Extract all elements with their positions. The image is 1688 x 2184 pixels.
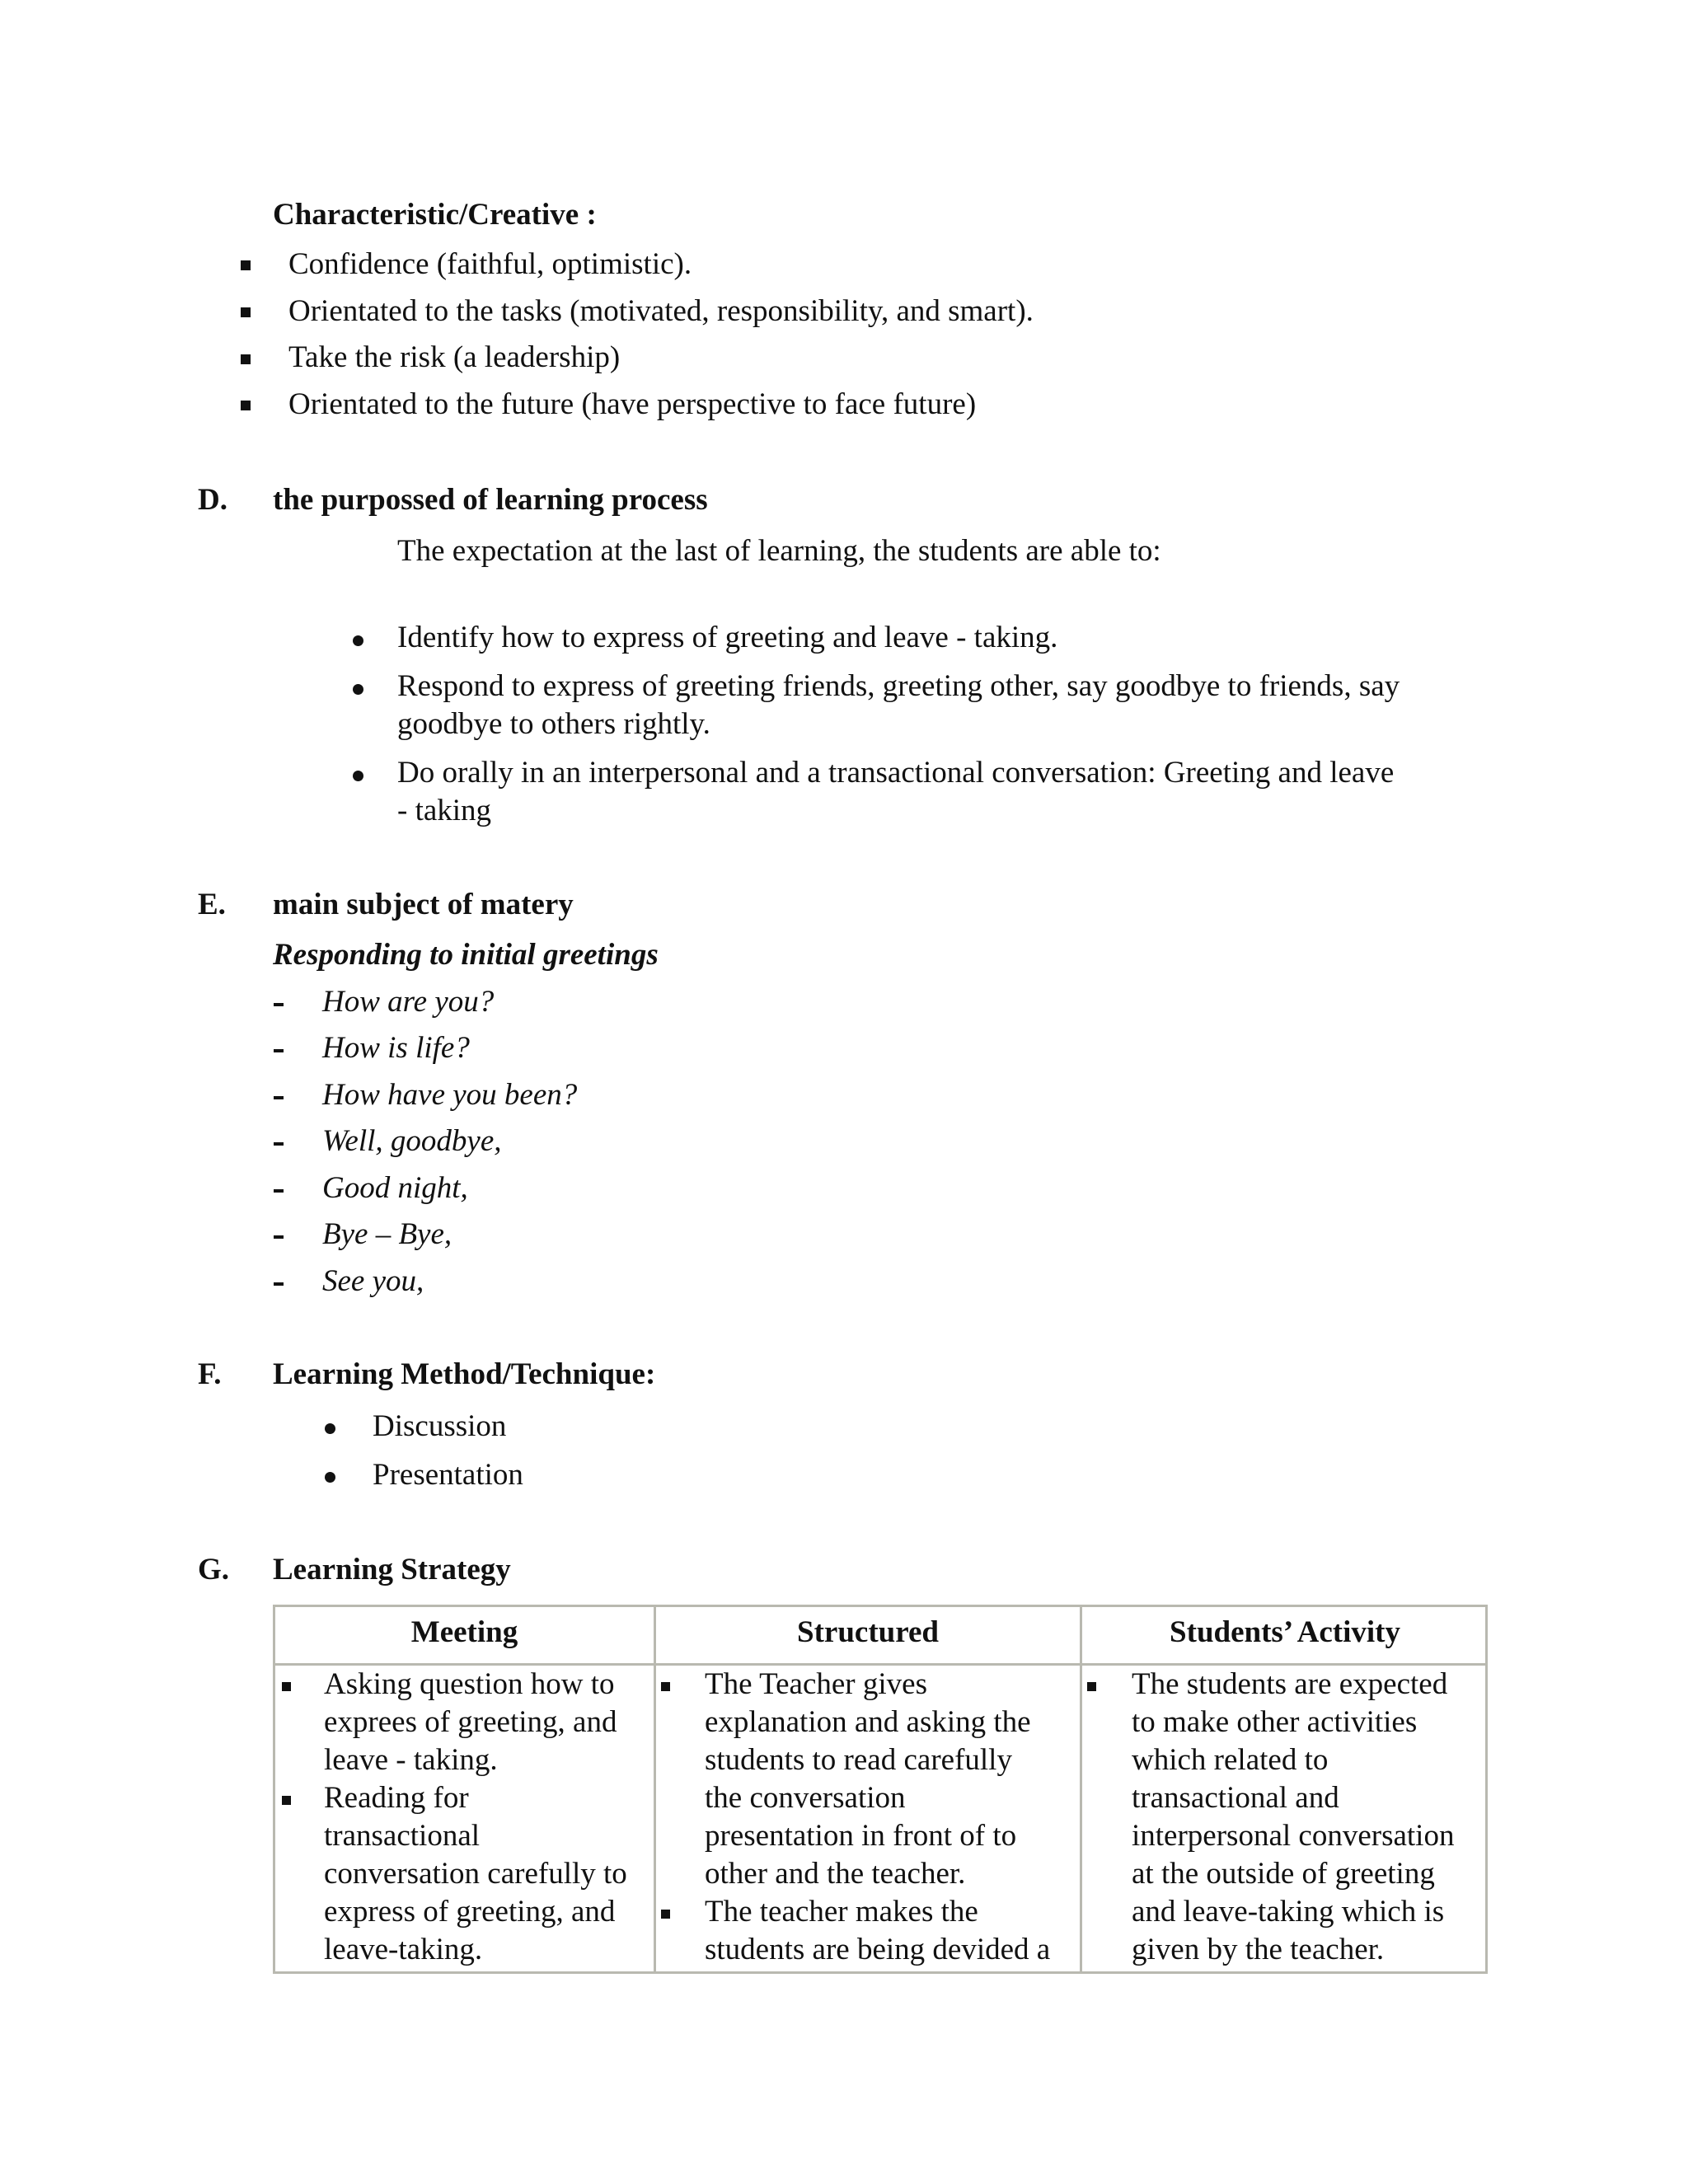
structured-cell-line: The Teacher gives (705, 1667, 927, 1701)
section-g-letter: G. (198, 1553, 230, 1586)
structured-cell-line: the conversation (705, 1781, 906, 1815)
round-bullet-icon (353, 635, 363, 646)
meeting-cell-line: exprees of greeting, and (324, 1705, 617, 1739)
greeting-item: How are you? (322, 985, 495, 1019)
round-bullet-icon (325, 1423, 335, 1434)
square-bullet-icon (661, 1910, 670, 1919)
square-bullet-icon (241, 307, 251, 317)
greeting-item: See you, (322, 1264, 424, 1298)
section-d-item-continuation: - taking (397, 794, 492, 827)
square-bullet-icon (1087, 1682, 1096, 1691)
characteristic-item: Take the risk (a leadership) (288, 340, 621, 374)
section-d-item: Do orally in an interpersonal and a transactional conversation: Greeting and leave (397, 756, 1395, 790)
section-d-item-continuation: goodbye to others rightly. (397, 707, 710, 741)
meeting-cell-line: leave - taking. (324, 1743, 498, 1777)
round-bullet-icon (353, 684, 363, 695)
section-e-subtitle: Responding to initial greetings (273, 938, 659, 972)
section-d-item: Respond to express of greeting friends, greeting other, say goodbye to friends, say (397, 669, 1400, 703)
round-bullet-icon (353, 771, 363, 781)
activity-cell-line: which related to (1132, 1743, 1329, 1777)
section-f-letter: F. (198, 1357, 222, 1391)
activity-cell-line: The students are expected (1132, 1667, 1448, 1701)
meeting-cell-line: Reading for (324, 1781, 469, 1815)
greeting-item: Well, goodbye, (322, 1124, 502, 1158)
square-bullet-icon (282, 1796, 291, 1805)
activity-cell-line: interpersonal conversation (1132, 1819, 1455, 1853)
round-bullet-icon (325, 1472, 335, 1483)
table-header-students-activity: Students’ Activity (1170, 1615, 1400, 1649)
square-bullet-icon (241, 260, 251, 270)
characteristic-item: Orientated to the tasks (motivated, responsibility, and smart). (288, 294, 1034, 328)
structured-cell-line: explanation and asking the (705, 1705, 1031, 1739)
table-column-divider (1080, 1607, 1082, 1971)
section-d-title: the purpossed of learning process (273, 483, 708, 517)
meeting-cell-line: transactional (324, 1819, 481, 1853)
meeting-cell-line: express of greeting, and (324, 1895, 616, 1929)
table-column-divider (654, 1607, 656, 1971)
greeting-item: Good night, (322, 1171, 468, 1205)
greeting-item: Bye – Bye, (322, 1217, 452, 1251)
greeting-item: How have you been? (322, 1078, 578, 1112)
dash-bullet-icon (274, 1003, 284, 1006)
activity-cell-line: and leave-taking which is (1132, 1895, 1445, 1929)
square-bullet-icon (241, 401, 251, 410)
characteristic-item: Confidence (faithful, optimistic). (288, 247, 692, 281)
meeting-cell-line: conversation carefully to (324, 1857, 627, 1891)
section-e-title: main subject of matery (273, 888, 574, 921)
structured-cell-line: The teacher makes the (705, 1895, 978, 1929)
method-item: Discussion (373, 1409, 507, 1443)
dash-bullet-icon (274, 1189, 284, 1193)
activity-cell-line: to make other activities (1132, 1705, 1418, 1739)
section-f-title: Learning Method/Technique: (273, 1357, 656, 1391)
dash-bullet-icon (274, 1142, 284, 1146)
structured-cell-line: students to read carefully (705, 1743, 1012, 1777)
square-bullet-icon (241, 354, 251, 364)
table-header-structured: Structured (797, 1615, 939, 1649)
section-d-intro: The expectation at the last of learning, the students are able to: (397, 534, 1161, 568)
activity-cell-line: at the outside of greeting (1132, 1857, 1435, 1891)
learning-strategy-table (273, 1605, 1488, 1974)
square-bullet-icon (282, 1682, 291, 1691)
meeting-cell-line: Asking question how to (324, 1667, 615, 1701)
square-bullet-icon (661, 1682, 670, 1691)
table-header-divider (275, 1663, 1485, 1666)
meeting-cell-line: leave-taking. (324, 1933, 483, 1966)
dash-bullet-icon (274, 1096, 284, 1099)
structured-cell-line: students are being devided a (705, 1933, 1051, 1966)
structured-cell-line: other and the teacher. (705, 1857, 966, 1891)
activity-cell-line: given by the teacher. (1132, 1933, 1385, 1966)
section-e-letter: E. (198, 888, 226, 921)
characteristic-heading: Characteristic/Creative : (273, 198, 597, 232)
characteristic-item: Orientated to the future (have perspective to face future) (288, 387, 977, 421)
method-item: Presentation (373, 1458, 523, 1492)
section-d-item: Identify how to express of greeting and leave - taking. (397, 621, 1058, 654)
dash-bullet-icon (274, 1049, 284, 1052)
greeting-item: How is life? (322, 1031, 470, 1065)
dash-bullet-icon (274, 1235, 284, 1239)
structured-cell-line: presentation in front of to (705, 1819, 1017, 1853)
section-g-title: Learning Strategy (273, 1553, 511, 1586)
section-d-letter: D. (198, 483, 227, 517)
table-header-meeting: Meeting (410, 1615, 518, 1649)
activity-cell-line: transactional and (1132, 1781, 1339, 1815)
dash-bullet-icon (274, 1282, 284, 1286)
